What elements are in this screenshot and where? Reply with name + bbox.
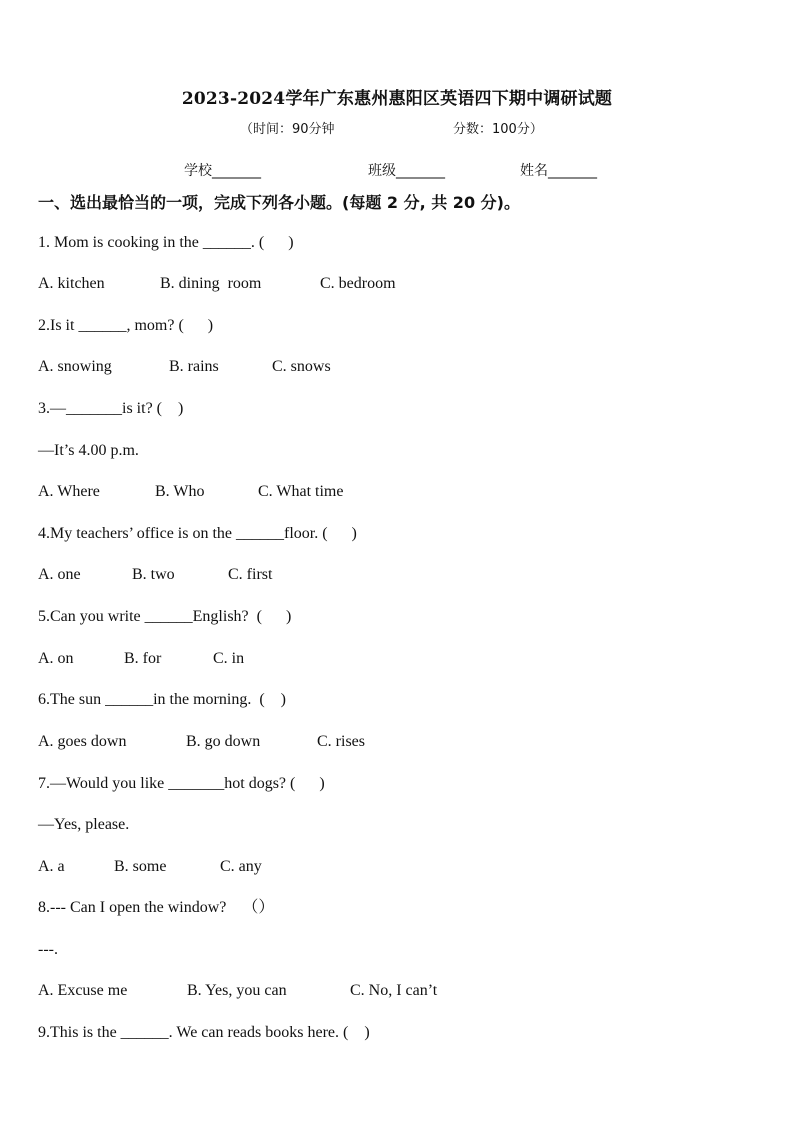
- option-c: C. snows: [272, 358, 331, 375]
- option-c: C. No, I can’t: [350, 982, 438, 999]
- option-c: C. in: [213, 650, 245, 667]
- option-b: B. Who: [155, 483, 205, 500]
- question-8-dialogue: ---.: [38, 941, 58, 958]
- question-1: 1. Mom is cooking in the ______. ( ): [38, 234, 294, 251]
- class-field: 班级_______: [368, 163, 445, 179]
- option-a: A. a: [38, 858, 65, 875]
- option-c: C. first: [228, 566, 273, 583]
- student-info: [0, 160, 794, 180]
- option-b: B. dining room: [160, 275, 262, 292]
- option-c: C. What time: [258, 483, 344, 500]
- question-6: 6.The sun ______in the morning. ( ): [38, 691, 286, 708]
- option-b: B. go down: [186, 733, 261, 750]
- question-3: 3.—_______is it? ( ): [38, 400, 184, 417]
- option-c: C. bedroom: [320, 275, 396, 292]
- question-4: 4.My teachers’ office is on the ______floor. ( ): [38, 525, 357, 542]
- page-title: 2023-2024学年广东惠州惠阳区英语四下期中调研试题: [181, 89, 613, 109]
- school-field: 学校_______: [184, 163, 261, 179]
- question-9: 9.This is the ______. We can reads books here. ( ): [38, 1024, 370, 1041]
- option-a: A. snowing: [38, 358, 112, 375]
- question-3-dialogue: —It’s 4.00 p.m.: [38, 442, 139, 459]
- option-a: A. goes down: [38, 733, 127, 750]
- option-a: A. one: [38, 566, 81, 583]
- exam-info: [0, 118, 794, 138]
- section-heading: 一、选出最恰当的一项，完成下列各小题。(每题 2 分, 共 20 分)。: [38, 193, 520, 212]
- exam-time: （时间：90分钟: [240, 122, 335, 137]
- option-a: A. on: [38, 650, 74, 667]
- option-a: A. kitchen: [38, 275, 105, 292]
- option-b: B. Yes, you can: [187, 982, 287, 999]
- option-c: C. any: [220, 858, 262, 875]
- exam-score: 分数：100分）: [453, 122, 543, 137]
- question-5: 5.Can you write ______English? ( ): [38, 608, 292, 625]
- name-field: 姓名_______: [520, 163, 597, 179]
- option-b: B. two: [132, 566, 175, 583]
- option-b: B. for: [124, 650, 162, 667]
- question-7-dialogue: —Yes, please.: [38, 816, 130, 833]
- option-b: B. rains: [169, 358, 219, 375]
- option-b: B. some: [114, 858, 167, 875]
- option-a: A. Where: [38, 483, 100, 500]
- question-7: 7.—Would you like _______hot dogs? ( ): [38, 775, 325, 792]
- question-2: 2.Is it ______, mom? ( ): [38, 317, 214, 334]
- option-a: A. Excuse me: [38, 982, 128, 999]
- option-c: C. rises: [317, 733, 365, 750]
- question-8: 8.--- Can I open the window? （）: [38, 899, 275, 916]
